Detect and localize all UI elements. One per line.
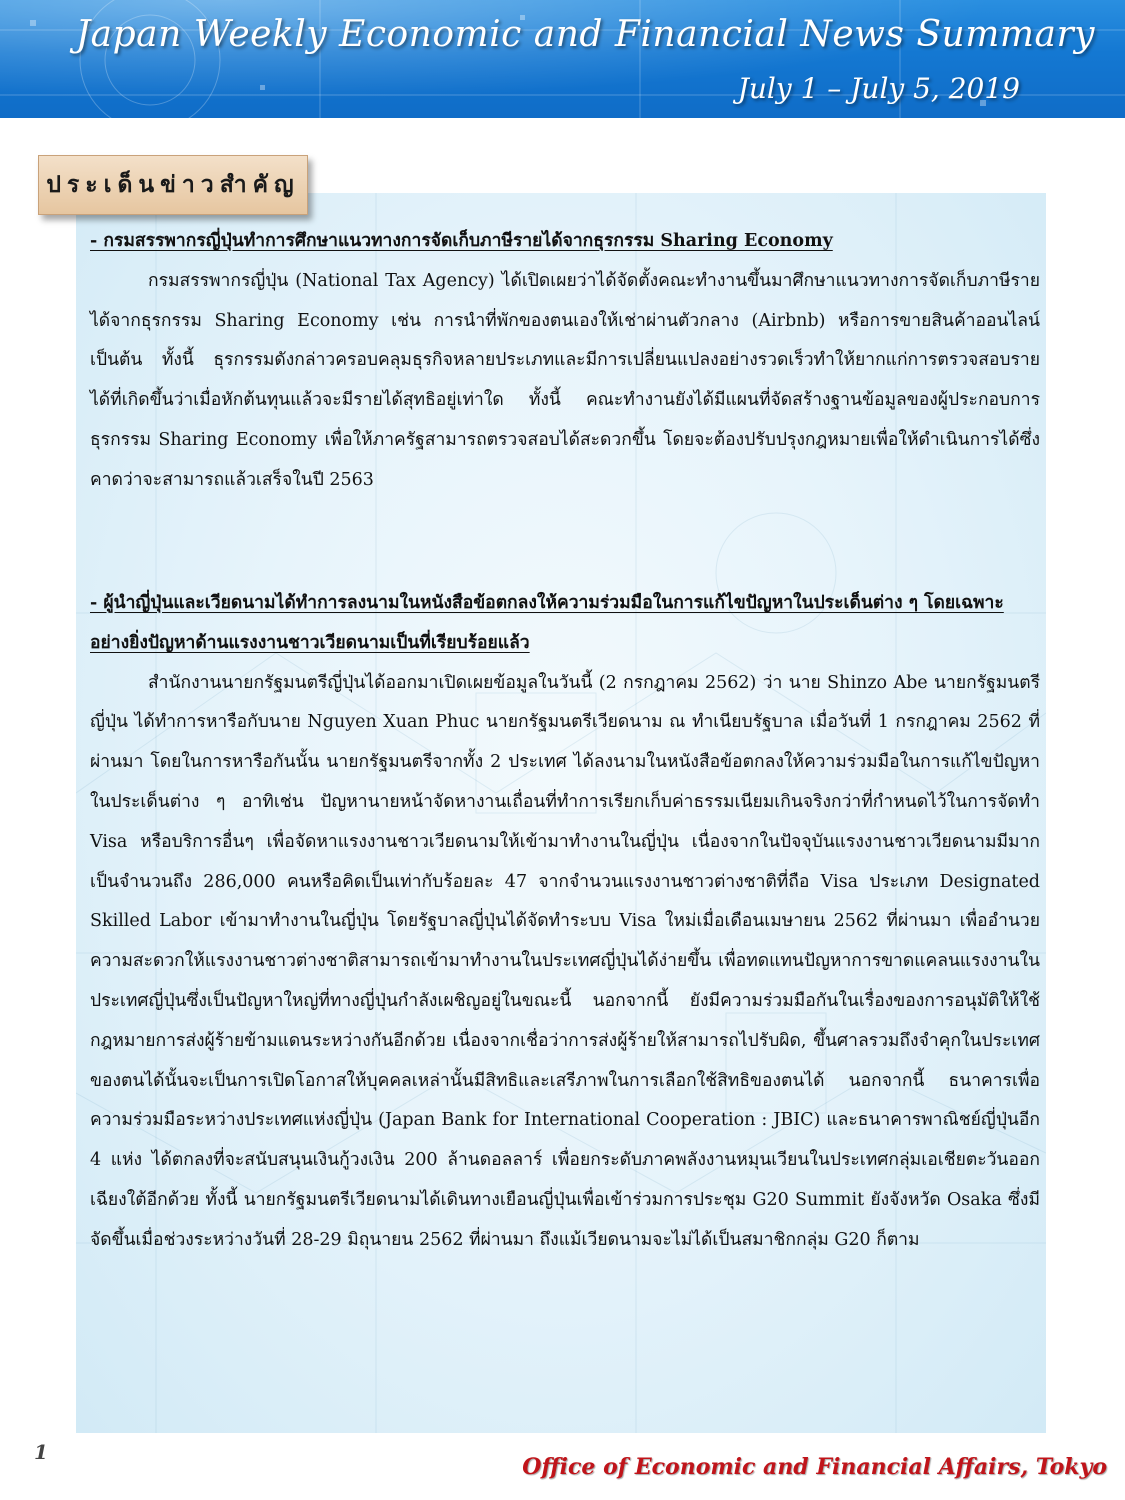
- report-title: Japan Weekly Economic and Financial News Summary: [75, 14, 1095, 55]
- article-headline: - กรมสรรพากรญี่ปุ่นทำการศึกษาแนวทางการจัดเก็บภาษีรายได้จากธุรกรรม Sharing Economy: [90, 231, 833, 251]
- page-number: 1: [34, 1440, 48, 1464]
- section-label: ประเด็นข่าวสำคัญ: [38, 155, 308, 215]
- article-body: สำนักงานนายกรัฐมนตรีญี่ปุ่นได้ออกมาเปิดเผยข้อมูลในวันนี้ (2 กรกฎาคม 2562) ว่า นาย Shinzo Abe นายกรัฐมนตรีญี่ปุ่น ได้ทำการหารือกับนาย Nguyen Xuan Phuc นายกรัฐมนตรีเวียดนาม ณ ทำเนียบรัฐบาล เมื่อวันที่ 1 กรกฎาคม 2562 ที่ผ่านมา โดยในการหารือกันนั้น นายกรัฐมนตรีจากทั้ง 2 ประเทศ ได้ลงนามในหนังสือข้อตกลงให้ความร่วมมือในการแก้ไขปัญหาในประเด็นต่าง ๆ อาทิเช่น ปัญหานายหน้าจัดหางานเถื่อนที่ทำการเรียกเก็บค่าธรรมเนียมเกินจริงกว่าที่กำหนดไว้ในการจัดทำ Visa หรือบริการอื่นๆ เพื่อจัดหาแรงงานชาวเวียดนามให้เข้ามาทำงานในญี่ปุ่น เนื่องจากในปัจจุบันแรงงานชาวเวียดนามมีมากเป็นจำนวนถึง 286,000 คนหรือคิดเป็นเท่ากับร้อยละ 47 จากจำนวนแรงงานชาวต่างชาติที่ถือ Visa ประเภท Designated Skilled Labor เข้ามาทำงานในญี่ปุ่น โดยรัฐบาลญี่ปุ่นได้จัดทำระบบ Visa ใหม่เมื่อเดือนเมษายน 2562 ที่ผ่านมา เพื่ออำนวยความสะดวกให้แรงงานชาวต่างชาติสามารถเข้ามาทำงานในประเทศญี่ปุ่นได้ง่ายขึ้น เพื่อทดแทนปัญหาการขาดแคลนแรงงานในประเทศญี่ปุ่นซึ่งเป็นปัญหาใหญ่ที่ทางญี่ปุ่นกำลังเผชิญอยู่ในขณะนี้ นอกจากนี้ ยังมีความร่วมมือกันในเรื่องของการอนุมัติให้ใช้กฎหมายการส่งผู้ร้ายข้ามแดนระหว่างกันอีกด้วย เนื่องจากเชื่อว่าการส่งผู้ร้ายให้สามารถไปรับผิด, ขึ้นศาลรวมถึงจำคุกในประเทศของตนได้นั้นจะเป็นการเปิดโอกาสให้บุคคลเหล่านั้นมีสิทธิและเสรีภาพในการเลือกใช้สิทธิของตนได้ นอกจากนี้ ธนาคารเพื่อความร่วมมือระหว่างประเทศแห่งญี่ปุ่น (Japan Bank for International Cooperation : JBIC) และธนาคารพาณิชย์ญี่ปุ่นอีก 4 แห่ง ได้ตกลงที่จะสนับสนุนเงินกู้วงเงิน 200 ล้านดอลลาร์ เพื่อยกระดับภาคพลังงานหมุนเวียนในประเทศกลุ่มเอเชียตะวันออกเฉียงใต้อีกด้วย ทั้งนี้ นายกรัฐมนตรีเวียดนามได้เดินทางเยือนญี่ปุ่นเพื่อเข้าร่วมการประชุม G20 Summit ยังจังหวัด Osaka ซึ่งมีจัดขึ้นเมื่อช่วงระหว่างวันที่ 28-29 มิถุนายน 2562 ที่ผ่านมา ถึงแม้เวียดนามจะไม่ได้เป็นสมาชิกกลุ่ม G20 ก็ตาม: [90, 672, 1040, 1250]
- header-banner: [0, 0, 1125, 118]
- article-headline: - ผู้นำญี่ปุ่นและเวียดนามได้ทำการลงนามในหนังสือข้อตกลงให้ความร่วมมือในการแก้ไขปัญหาในประเด็นต่าง ๆ โดยเฉพาะอย่างยิ่งปัญหาด้านแรงงานชาวเวียดนามเป็นที่เรียบร้อยแล้ว: [90, 593, 1004, 653]
- article-japan-vietnam-agreement: [90, 584, 1040, 1261]
- article-sharing-economy-tax: [90, 222, 1040, 501]
- office-name: Office of Economic and Financial Affairs, Tokyo: [522, 1454, 1107, 1480]
- article-body: กรมสรรพากรญี่ปุ่น (National Tax Agency) ได้เปิดเผยว่าได้จัดตั้งคณะทำงานขึ้นมาศึกษาแนวทางการจัดเก็บภาษีรายได้จากธุรกรรม Sharing Economy เช่น การนำที่พักของตนเองให้เช่าผ่านตัวกลาง (Airbnb) หรือการขายสินค้าออนไลน์ เป็นต้น ทั้งนี้ ธุรกรรมดังกล่าวครอบคลุมธุรกิจหลายประเภทและมีการเปลี่ยนแปลงอย่างรวดเร็วทำให้ยากแก่การตรวจสอบรายได้ที่เกิดขึ้นว่าเมื่อหักต้นทุนแล้วจะมีรายได้สุทธิอยู่เท่าใด ทั้งนี้ คณะทำงานยังได้มีแผนที่จัดสร้างฐานข้อมูลของผู้ประกอบการธุรกรรม Sharing Economy เพื่อให้ภาครัฐสามารถตรวจสอบได้สะดวกขึ้น โดยจะต้องปรับปรุงกฎหมายเพื่อให้ดำเนินการได้ซึ่งคาดว่าจะสามารถแล้วเสร็จในปี 2563: [90, 270, 1040, 490]
- date-range: July 1 – July 5, 2019: [737, 72, 1020, 105]
